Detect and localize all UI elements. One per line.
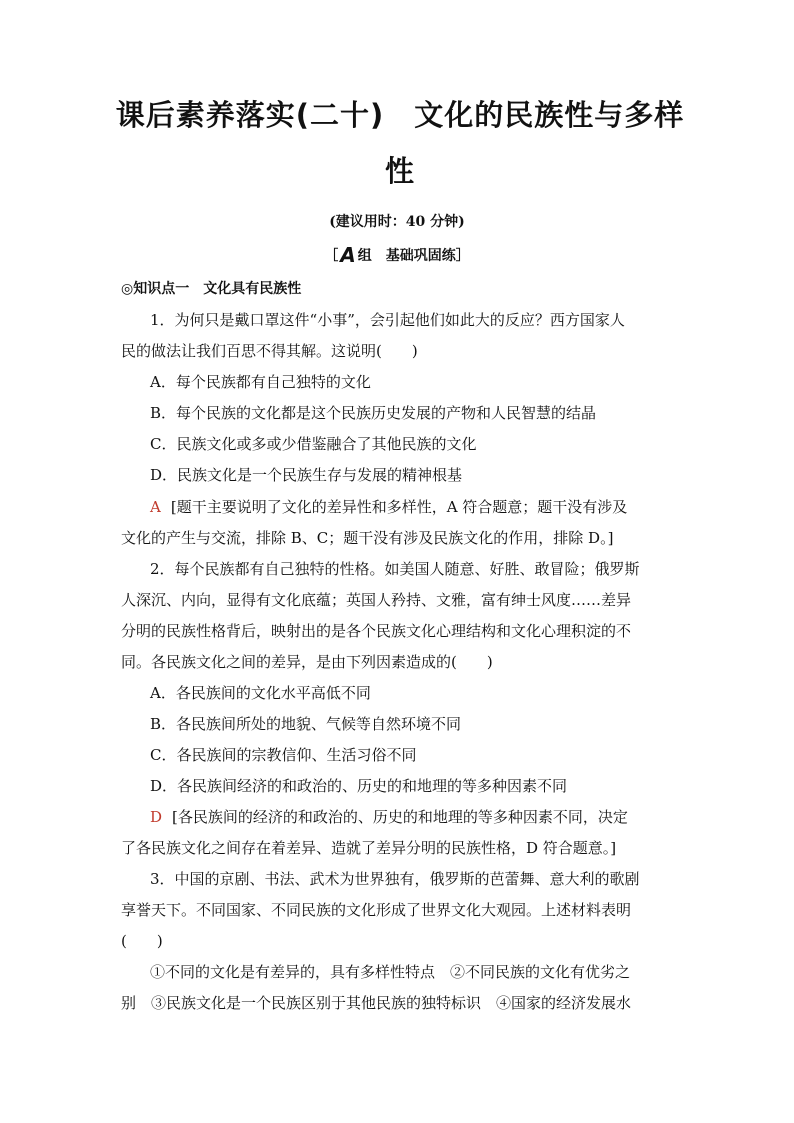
q2-option-b: B．各民族间所处的地貌、气候等自然环境不同 [150,715,462,733]
group-bracket-close: ］ [455,248,470,264]
q3-stem-line: ( ) [121,932,163,950]
q3-item-line: 别 ③民族文化是一个民族区别于其他民族的独特标识 ④国家的经济发展水 [121,994,632,1012]
suggested-time: (建议用时：40 分钟) [329,214,465,230]
q2-answer: D [150,808,163,826]
q3-stem-line: 享誉天下。不同国家、不同民族的文化形成了世界文化大观园。上述材料表明 [121,901,632,919]
group-heading [0,243,794,267]
q2-option-d: D．各民族间经济的和政治的、历史的和地理的等多种因素不同 [150,777,568,795]
q1-stem-line: 1．为何只是戴口罩这件“小事”，会引起他们如此大的反应？西方国家人 [150,311,625,329]
q2-option-a: A．各民族间的文化水平高低不同 [150,684,371,702]
q2-stem-line: 人深沉、内向，显得有文化底蕴；英国人矜持、文雅，富有绅士风度……差异 [121,591,632,609]
group-bracket-open: ［ [324,248,339,264]
q1-option-b: B．每个民族的文化都是这个民族历史发展的产物和人民智慧的结晶 [150,404,597,422]
q1-option-c: C．民族文化或多或少借鉴融合了其他民族的文化 [150,435,477,453]
q2-option-c: C．各民族间的宗教信仰、生活习俗不同 [150,746,417,764]
q1-explanation-line: 文化的产生与交流，排除 B、C；题干没有涉及民族文化的作用，排除 D。] [121,529,614,547]
q2-explanation-line: D [各民族间的经济的和政治的、历史的和地理的等多种因素不同，决定 [150,808,628,826]
knowledge-point-heading: ◎知识点一 文化具有民族性 [121,281,302,297]
q2-stem-line: 同。各民族文化之间的差异，是由下列因素造成的( ) [121,653,493,671]
page-title: 课后素养落实(二十) 文化的民族性与多样 [115,98,685,132]
q1-option-a: A．每个民族都有自己独特的文化 [150,373,371,391]
group-letter: A [340,243,356,267]
q1-explanation-line: A [题干主要说明了文化的差异性和多样性，A 符合题意；题干没有涉及 [150,498,628,516]
q3-stem-line: 3．中国的京剧、书法、武术为世界独有，俄罗斯的芭蕾舞、意大利的歌剧 [150,870,640,888]
q2-stem-line: 分明的民族性格背后，映射出的是各个民族文化心理结构和文化心理积淀的不 [121,622,632,640]
q1-option-d: D．民族文化是一个民族生存与发展的精神根基 [150,466,463,484]
page-title-continued: 性 [384,154,415,188]
q3-item-line: ①不同的文化是有差异的，具有多样性特点 ②不同民族的文化有优劣之 [150,963,631,981]
q1-stem-line: 民的做法让我们百思不得其解。这说明( ) [121,342,418,360]
group-label: 组 基础巩固练 [357,248,456,264]
q2-explanation-line: 了各民族文化之间存在着差异、造就了差异分明的民族性格，D 符合题意。] [121,839,617,857]
q1-answer: A [150,498,161,516]
q2-stem-line: 2．每个民族都有自己独特的性格。如美国人随意、好胜、敢冒险；俄罗斯 [150,560,640,578]
